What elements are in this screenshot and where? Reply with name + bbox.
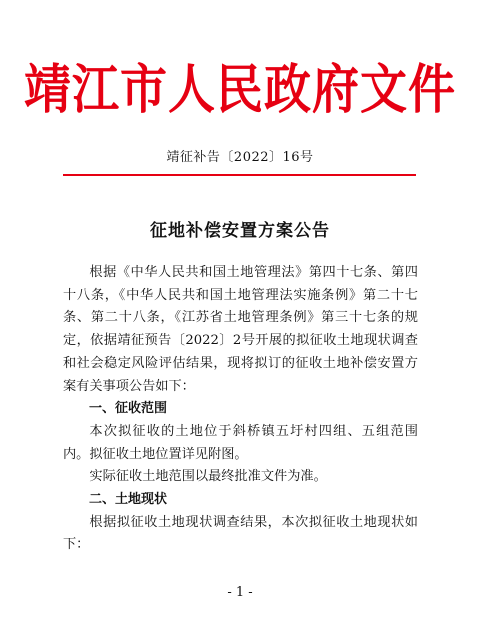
red-divider-line — [63, 174, 416, 176]
page-number: - 1 - — [227, 585, 253, 600]
document-body — [63, 262, 418, 557]
section-heading-land-status: 二、土地现状 — [89, 492, 168, 508]
document-masthead: 靖江市人民政府文件 — [24, 59, 456, 121]
scope-paragraph-1: 本次拟征收的土地位于斜桥镇五圩村四组、五组范围内。拟征收土地位置详见附图。 — [63, 423, 418, 462]
document-title: 征地补偿安置方案公告 — [150, 221, 330, 241]
scope-paragraph-2: 实际征收土地范围以最终批准文件为准。 — [89, 469, 327, 485]
intro-paragraph: 根据《中华人民共和国土地管理法》第四十七条、第四十八条，《中华人民共和国土地管理法实施条例》第二十七条、第二十八条，《江苏省土地管理条例》第三十七条的规定，依据靖征预告〔2022〕2号开展的拟征收土地现状调查和社会稳定风险评估结果，现将拟订的征收土地补偿安置方案有关事项公告如下： — [63, 265, 418, 394]
land-status-paragraph: 根据拟征收土地现状调查结果，本次拟征收土地现状如下： — [63, 514, 418, 553]
section-heading-scope: 一、征收范围 — [89, 401, 168, 417]
document-number: 靖征补告〔2022〕16号 — [166, 150, 314, 165]
